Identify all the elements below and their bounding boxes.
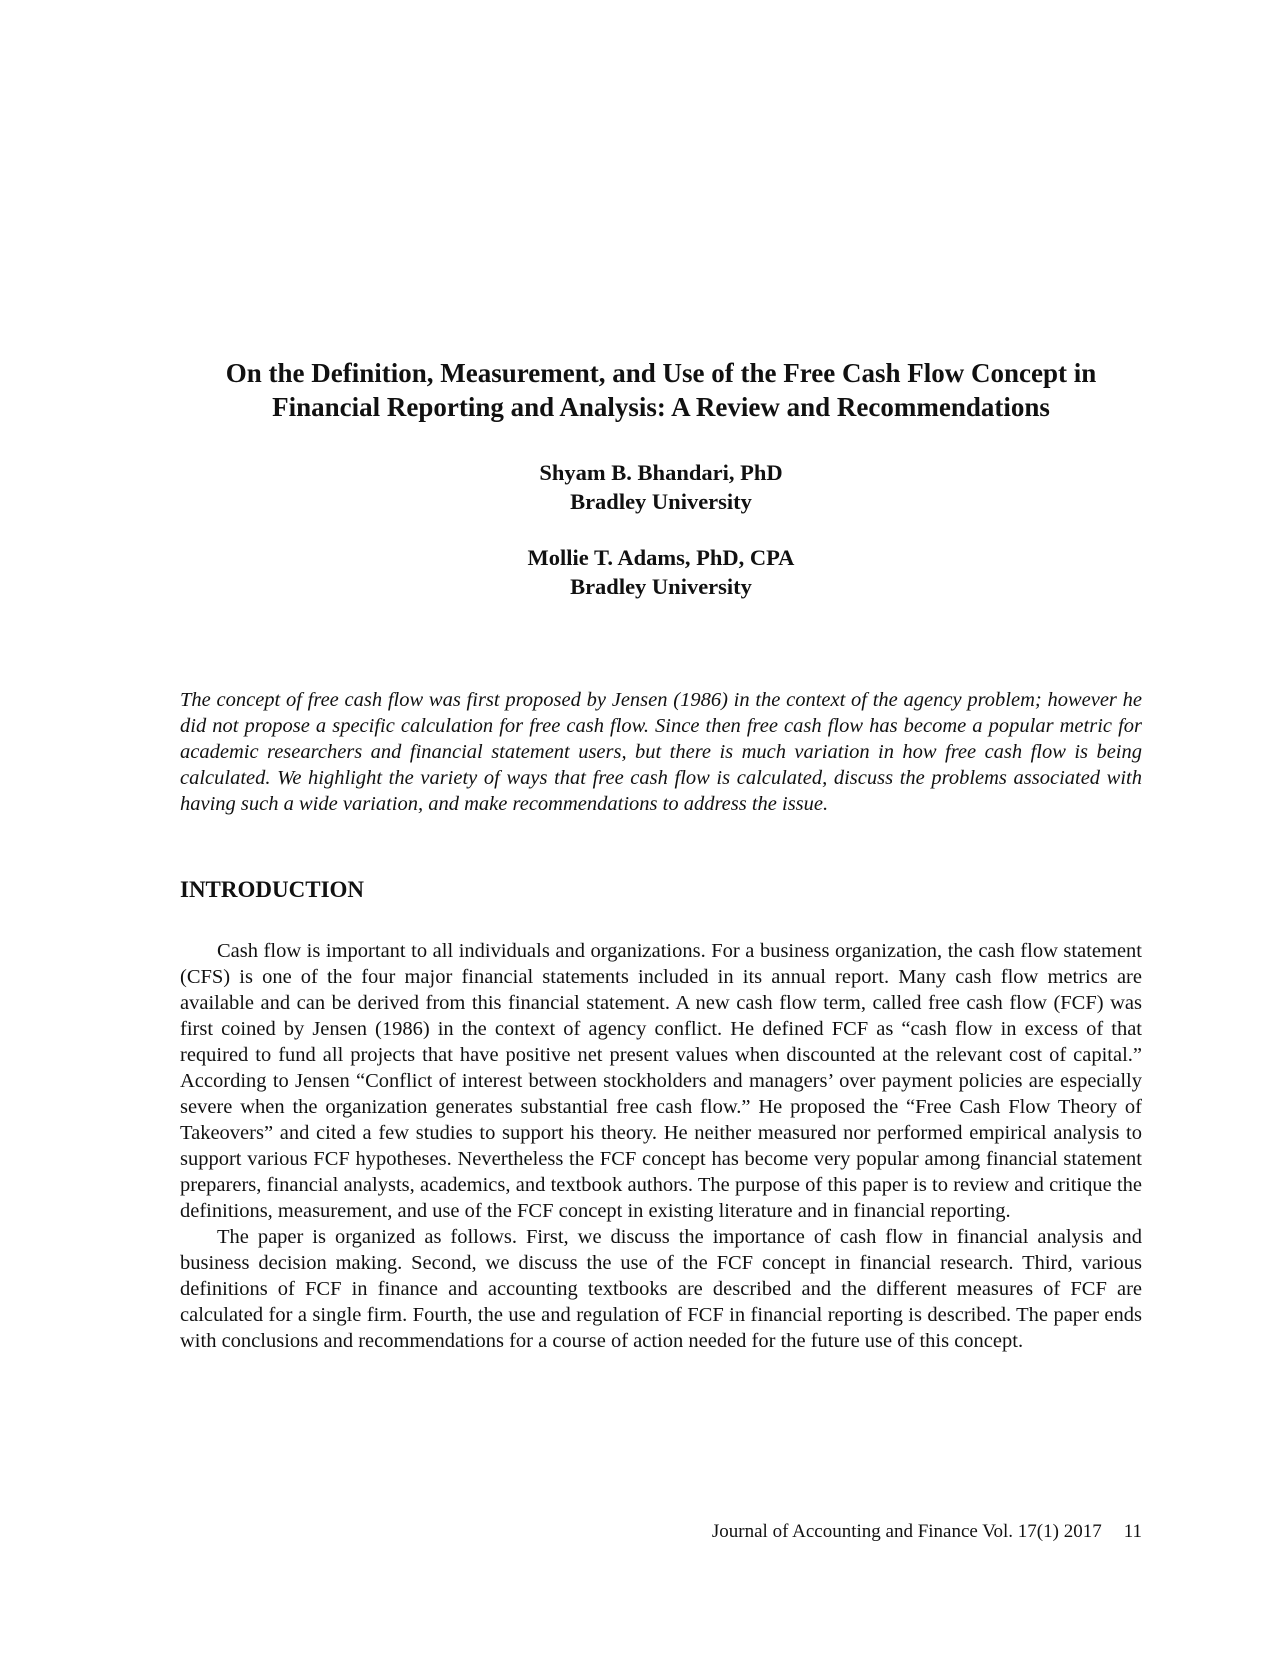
journal-citation: Journal of Accounting and Finance Vol. 17(1) 2017 bbox=[711, 1521, 1102, 1542]
title-line-2: Financial Reporting and Analysis: A Review and Recommendations bbox=[272, 392, 1050, 422]
author-block-2 bbox=[180, 543, 1142, 601]
author-affiliation: Bradley University bbox=[570, 574, 752, 599]
paper-page bbox=[180, 0, 1142, 1656]
author-name: Mollie T. Adams, PhD, CPA bbox=[527, 545, 795, 570]
author-block-1 bbox=[180, 458, 1142, 516]
introduction-body bbox=[180, 938, 1142, 1354]
abstract: The concept of free cash flow was first proposed by Jensen (1986) in the context of the agency problem; however he did not propose a specific calculation for free cash flow. Since then free cash flow has become a popular metric for academic researchers and financial statement users, but there is much variation in how free cash flow is being calculated. We highlight the variety of ways that free cash flow is calculated, discuss the problems associated with having such a wide variation, and make recommendations to address the issue. bbox=[180, 689, 1142, 815]
paragraph: Cash flow is important to all individuals and organizations. For a business organization, the cash flow statement (CFS) is one of the four major financial statements included in its annual report. Many cash flow metrics are available and can be derived from this financial statement. A new cash flow term, called free cash flow (FCF) was first coined by Jensen (1986) in the context of agency conflict. He defined FCF as “cash flow in excess of that required to fund all projects that have positive net present values when discounted at the relevant cost of capital.” According to Jensen “Conflict of interest between stockholders and managers’ over payment policies are especially severe when the organization generates substantial free cash flow.” He proposed the “Free Cash Flow Theory of Takeovers” and cited a few studies to support his theory. He neither measured nor performed empirical analysis to support various FCF hypotheses. Nevertheless the FCF concept has become very popular among financial statement preparers, financial analysts, academics, and textbook authors. The purpose of this paper is to review and critique the definitions, measurement, and use of the FCF concept in existing literature and in financial reporting. bbox=[180, 940, 1142, 1222]
paper-title bbox=[160, 356, 1162, 424]
page-footer bbox=[712, 1520, 1142, 1544]
paragraph: The paper is organized as follows. First, we discuss the importance of cash flow in financial analysis and business decision making. Second, we discuss the use of the FCF concept in financial research. Third, various definitions of FCF in finance and accounting textbooks are described and the different measures of FCF are calculated for a single firm. Fourth, the use and regulation of FCF in financial reporting is described. The paper ends with conclusions and recommendations for a course of action needed for the future use of this concept. bbox=[180, 1226, 1142, 1352]
author-name: Shyam B. Bhandari, PhD bbox=[539, 460, 783, 485]
section-heading-introduction: INTRODUCTION bbox=[180, 877, 365, 902]
page-number: 11 bbox=[1123, 1521, 1142, 1542]
title-line-1: On the Definition, Measurement, and Use of the Free Cash Flow Concept in bbox=[225, 358, 1097, 388]
author-affiliation: Bradley University bbox=[570, 489, 752, 514]
